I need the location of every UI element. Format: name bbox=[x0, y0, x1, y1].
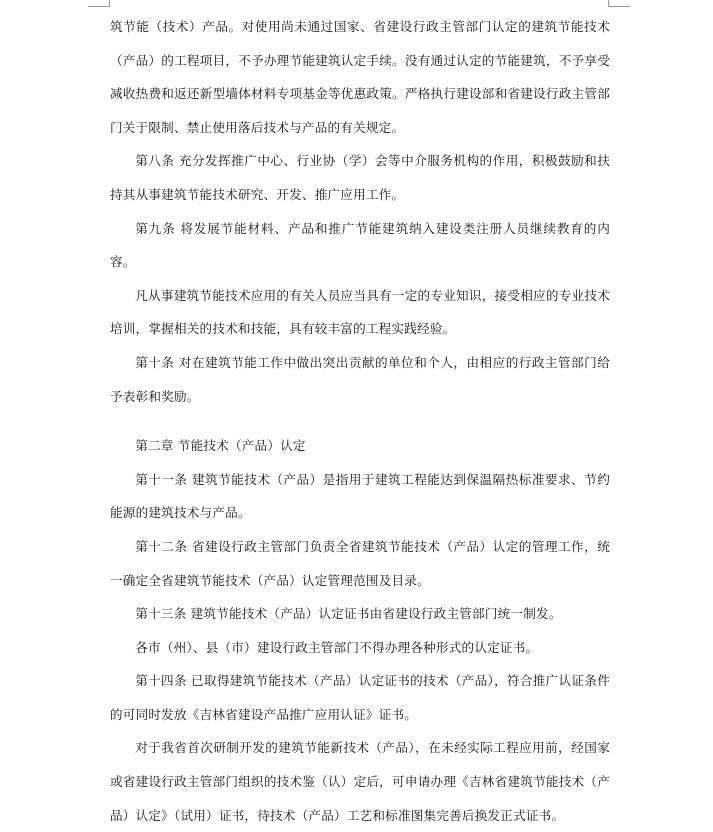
document-body bbox=[110, 10, 610, 832]
paragraph-article-13: 第十三条 建筑节能技术（产品）认定证书由省建设行政主管部门统一制发。 bbox=[135, 606, 562, 622]
paragraph-article-9-note: 凡从事建筑节能技术应用的有关人员应当具有一定的专业知识，接受相应的专业技术培训，掌握相关的技术和技能，具有较丰富的工程实践经验。 bbox=[110, 287, 610, 337]
crop-mark-top-right-vertical bbox=[608, 0, 609, 7]
section-gap bbox=[110, 413, 610, 429]
paragraph-article-14: 第十四条 已取得建筑节能技术（产品）认定证书的技术（产品），符合推广认证条件的可同时发放《吉林省建设产品推广应用认证》证书。 bbox=[110, 673, 610, 722]
paragraph-article-11: 第十一条 建筑节能技术（产品）是指用于建筑工程能达到保温隔热标准要求、节约能源的建筑技术与产品。 bbox=[110, 471, 610, 521]
paragraph-article-10: 第十条 对在建筑节能工作中做出突出贡献的单位和个人，由相应的行政主管部门给予表彰和奖励。 bbox=[110, 354, 610, 404]
paragraph-article-13-note: 各市（州）、县（市）建设行政主管部门不得办理各种形式的认定证书。 bbox=[135, 639, 539, 655]
crop-mark-top-right bbox=[608, 6, 630, 7]
crop-mark-top-left-vertical bbox=[109, 0, 110, 7]
paragraph-article-9: 第九条 将发展节能材料、产品和推广节能建筑纳入建设类注册人员继续教育的内容。 bbox=[110, 220, 610, 270]
paragraph-article-12: 第十二条 省建设行政主管部门负责全省建筑节能技术（产品）认定的管理工作，统一确定全省建筑节能技术（产品）认定管理范围及目录。 bbox=[110, 538, 610, 588]
paragraph-continuation: 筑节能（技术）产品。对使用尚未通过国家、省建设行政主管部门认定的建筑节能技术（产品）的工程项目，不予办理节能建筑认定手续。没有通过认定的节能建筑，不予享受减收热费和返还新型墙体材料专项基金等优惠政策。严格执行建设部和省建设行政主管部门关于限制、禁止使用落后技术与产品的有关规定。 bbox=[110, 19, 610, 135]
paragraph-article-14-note: 对于我省首次研制开发的建筑节能新技术（产品），在未经实际工程应用前，经国家或省建设行政主管部门组织的技术鉴（认）定后，可申请办理《吉林省建筑节能技术（产品）认定》（试用）证书，待技术（产品）工艺和标准图集完善后换发正式证书。 bbox=[110, 740, 610, 823]
crop-mark-top-left bbox=[88, 6, 110, 7]
chapter-heading: 第二章 节能技术（产品）认定 bbox=[135, 438, 306, 454]
paragraph-article-8: 第八条 充分发挥推广中心、行业协（学）会等中介服务机构的作用，积极鼓励和扶持其从事建筑节能技术研究、开发、推广应用工作。 bbox=[110, 153, 610, 202]
